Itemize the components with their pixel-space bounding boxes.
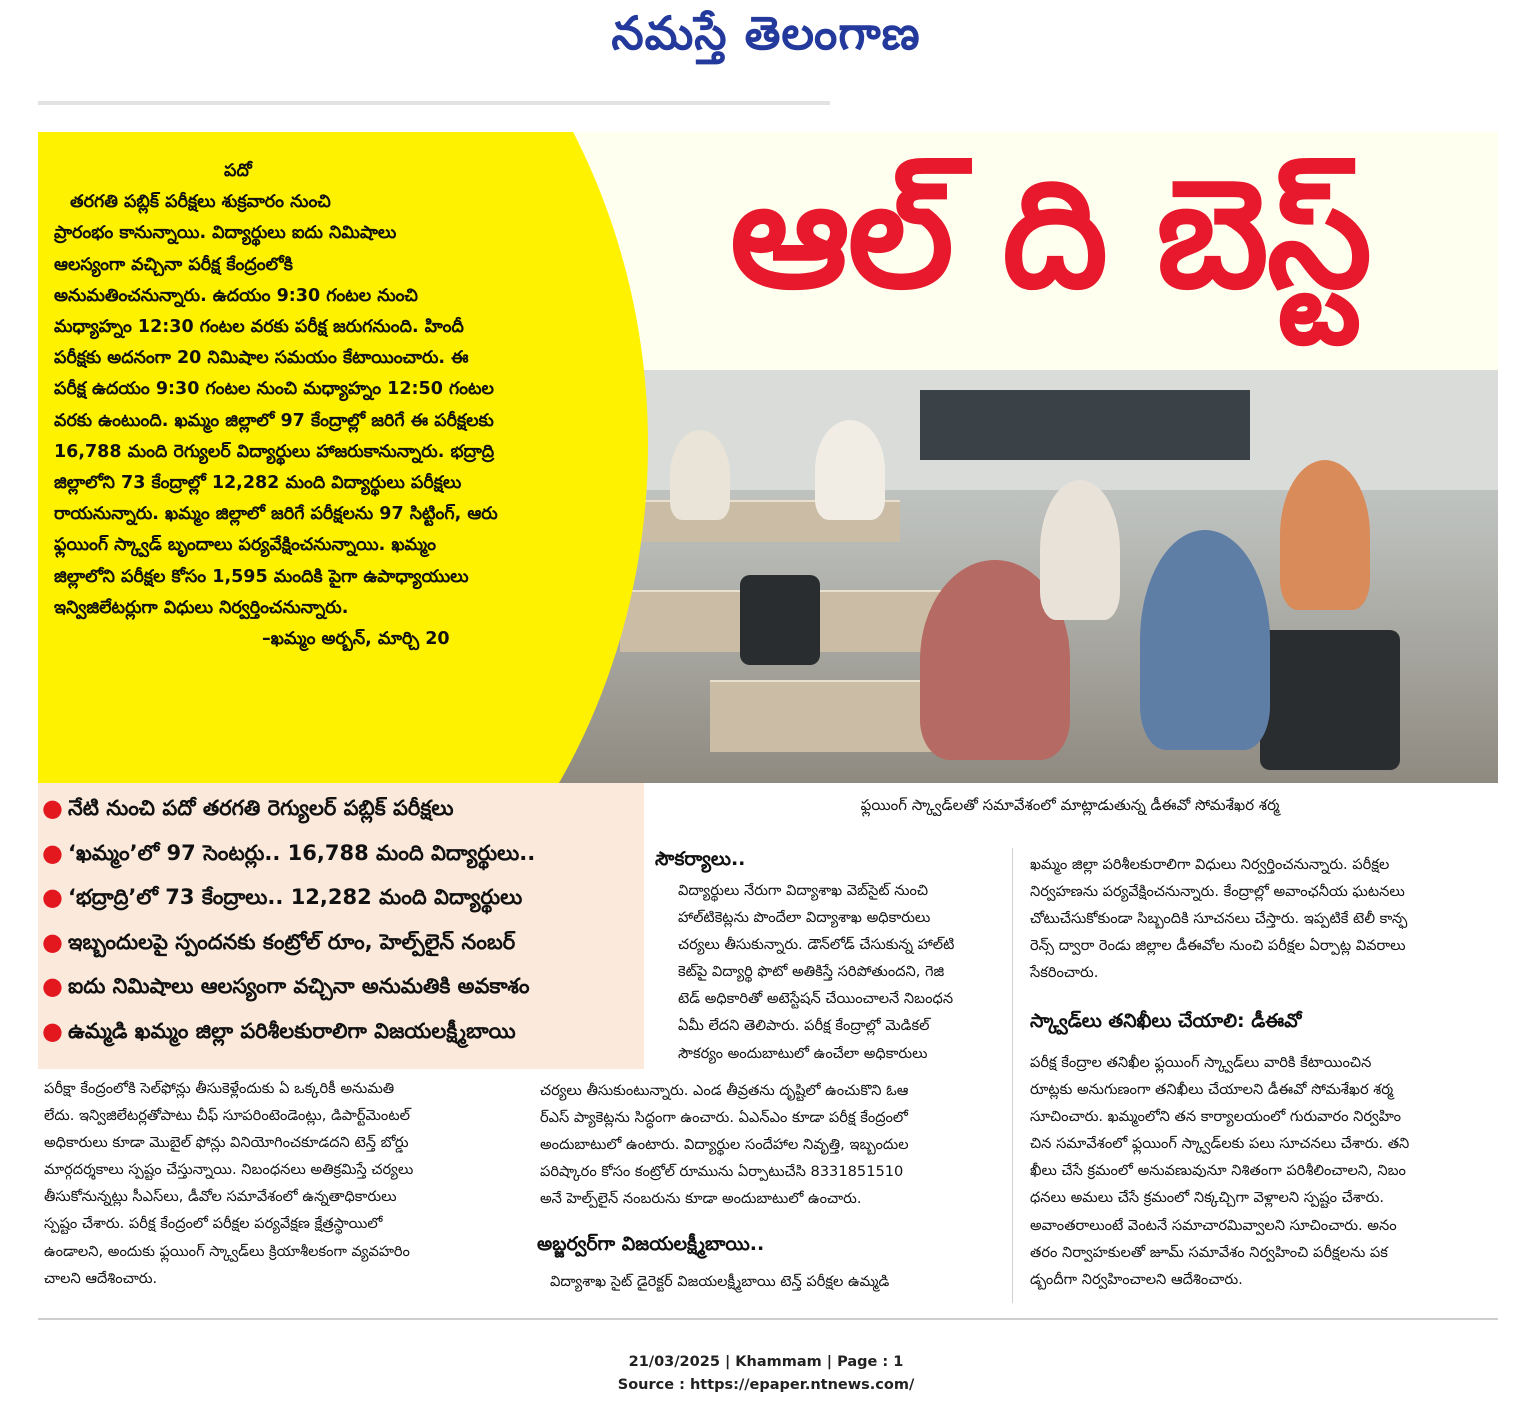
intro-line: ఫ్లయింగ్ స్క్వాడ్ బృందాలు పర్యవేక్షించనున్నాయి. ఖమ్మం bbox=[54, 535, 437, 556]
body-line: విద్యాశాఖ సైట్ డైరెక్టర్ విజయలక్ష్మీబాయి టెన్త్ పరీక్షల ఉమ్మడి bbox=[550, 1273, 890, 1290]
body-line: ఖీలు చేసే క్రమంలో అనువణువునూ నిశితంగా పరిశీలించాలని, నిబం bbox=[1030, 1162, 1406, 1180]
photo-chair bbox=[1260, 630, 1400, 770]
footer-source: Source : https://epaper.ntnews.com/ bbox=[617, 1377, 915, 1393]
highlights-list bbox=[38, 786, 644, 1054]
highlight-text: నేటి నుంచి పదో తరగతి రెగ్యులర్ పబ్లిక్ పరీక్షలు bbox=[68, 796, 454, 820]
article-column-2c bbox=[550, 1268, 1000, 1295]
photo-caption: ఫ్లయింగ్ స్క్వాడ్‌లతో సమావేశంలో మాట్లాడుతున్న డీఈవో సోమశేఖర శర్మ bbox=[860, 796, 1280, 814]
body-line: రెన్స్ ద్వారా రెండు జిల్లాల డీఈవోల నుంచి పరీక్షల ఏర్పాట్ల వివరాలు bbox=[1030, 937, 1406, 955]
highlight-item bbox=[38, 786, 644, 831]
article-column-2b bbox=[540, 1077, 1010, 1212]
body-line: నిర్వహణను పర్యవేక్షించనున్నారు. కేంద్రాల్లో అవాంఛనీయ ఘటనలు bbox=[1030, 883, 1405, 901]
page-footer bbox=[0, 1351, 1532, 1397]
highlight-text: ‘ఖమ్మం’లో 97 సెంటర్లు.. 16,788 మంది విద్యార్థులు.. bbox=[68, 840, 536, 865]
highlight-item bbox=[38, 964, 644, 1009]
body-line: చర్యలు తీసుకుంటున్నారు. ఎండ తీవ్రతను దృష్టిలో ఉంచుకొని ఓఆ bbox=[540, 1082, 909, 1099]
photo-chair bbox=[740, 575, 820, 665]
body-line: పరీక్షా కేంద్రంలోకి సెల్‌ఫోన్లు తీసుకెళ్లేందుకు ఏ ఒక్కరికీ అనుమతి bbox=[44, 1080, 395, 1097]
body-line: తీసుకోనున్నట్లు సీఎస్‌లు, డీవోల సమావేశంలో ఉన్నతాధికారులు bbox=[44, 1188, 397, 1206]
body-line: అందుబాటులో ఉంటారు. విద్యార్థుల సందేహాల నివృత్తి, ఇబ్బందుల bbox=[540, 1136, 909, 1154]
intro-line: తరగతి పబ్లిక్ పరీక్షలు శుక్రవారం నుంచి bbox=[70, 192, 331, 213]
body-line: పరీక్ష కేంద్రాల తనిఖీల ఫ్లయింగ్ స్క్వాడ్‌లు వారికి కేటాయించిన bbox=[1030, 1054, 1372, 1071]
body-line: రూట్లకు అనుగుణంగా తనిఖీలు చేయాలని డీఈవో సోమశేఖర శర్మ bbox=[1030, 1081, 1394, 1099]
intro-dateline: –ఖమ్మం అర్బన్, మార్చి 20 bbox=[262, 629, 450, 650]
headline: ఆల్ ది బెస్ట్ bbox=[729, 148, 1371, 322]
body-line: సౌకర్యం అందుబాటులో ఉంచేలా అధికారులు bbox=[678, 1044, 928, 1062]
intro-line: జిల్లాలోని 73 కేంద్రాల్లో 12,282 మంది విద్యార్థులు పరీక్షలు bbox=[54, 473, 462, 494]
body-line: అనే హెల్ప్‌లైన్ నంబరును కూడా అందుబాటులో ఉంచారు. bbox=[540, 1190, 862, 1208]
intro-text bbox=[54, 156, 594, 655]
body-line: సేకరించారు. bbox=[1030, 964, 1099, 982]
bullet-dot-icon: ● bbox=[42, 927, 63, 956]
article-column-3a bbox=[1030, 851, 1500, 986]
subheading-squads: స్క్వాడ్‌లు తనిఖీలు చేయాలి: డీఈవో bbox=[1030, 1010, 1302, 1032]
footer-edition-info: 21/03/2025 | Khammam | Page : 1 bbox=[628, 1354, 904, 1370]
masthead-title: నమస్తే తెలంగాణ bbox=[611, 6, 921, 60]
column-divider bbox=[1012, 848, 1013, 1303]
photo-person bbox=[1140, 530, 1270, 750]
body-line: చిన సమావేశంలో ఫ్లయింగ్ స్క్వాడ్‌లకు పలు సూచనలు చేశారు. తని bbox=[1030, 1135, 1410, 1153]
body-line: ర్‌ఎస్ ప్యాకెట్లను సిద్ధంగా ఉంచారు. ఏఎన్‌ఎం కూడా పరీక్ష కేంద్రంలో bbox=[540, 1109, 908, 1127]
intro-line: వరకు ఉంటుంది. ఖమ్మం జిల్లాలో 97 కేంద్రాల్లో జరిగే ఈ పరీక్షలకు bbox=[54, 410, 494, 431]
highlight-item bbox=[38, 875, 644, 920]
highlight-text: ఉమ్మడి ఖమ్మం జిల్లా పరిశీలకురాలిగా విజయలక్ష్మీబాయి bbox=[68, 1018, 516, 1043]
article-column-3b bbox=[1030, 1049, 1500, 1293]
meeting-photo bbox=[540, 370, 1498, 783]
photo-person bbox=[1280, 460, 1370, 610]
photo-person bbox=[1040, 480, 1120, 620]
bottom-divider bbox=[38, 1318, 1498, 1320]
intro-line: ప్రారంభం కానున్నాయి. విద్యార్థులు ఐదు నిమిషాలు bbox=[54, 223, 397, 244]
body-line: ఖమ్మం జిల్లా పరిశీలకురాలిగా విధులు నిర్వర్తించనున్నారు. పరీక్షల bbox=[1030, 856, 1390, 873]
body-line: డ్బందీగా నిర్వహించాలని ఆదేశించారు. bbox=[1030, 1270, 1243, 1288]
body-line: పరిష్కారం కోసం కంట్రోల్ రూమును ఏర్పాటుచేసి 8331851510 bbox=[540, 1163, 904, 1181]
body-line: విద్యార్థులు నేరుగా విద్యాశాఖ వెబ్‌సైట్ నుంచి bbox=[678, 882, 929, 899]
subheading-observer: అబ్జర్వర్‌గా విజయలక్ష్మీబాయి.. bbox=[537, 1233, 765, 1255]
highlight-item bbox=[38, 920, 644, 965]
highlight-item bbox=[38, 831, 644, 876]
intro-line: జిల్లాలోని పరీక్షల కోసం 1,595 మందికి పైగా ఉపాధ్యాయులు bbox=[54, 566, 469, 587]
bullet-dot-icon: ● bbox=[42, 794, 63, 822]
body-line: చోటుచేసుకోకుండా సిబ్బందికి సూచనలు చేస్తారు. ఇప్పటికే టెలీ కాన్ఫ bbox=[1030, 910, 1408, 928]
body-line: చాలని ఆదేశించారు. bbox=[44, 1269, 158, 1287]
body-line: లేదు. ఇన్విజిలేటర్లతోపాటు చీఫ్ సూపరింటెండెంట్లు, డిపార్ట్‌మెంటల్ bbox=[44, 1107, 410, 1125]
body-line: చర్యలు తీసుకున్నారు. డౌన్‌లోడ్ చేసుకున్న హాల్‌టి bbox=[678, 936, 955, 954]
bullet-dot-icon: ● bbox=[42, 972, 63, 1001]
body-line: అధికారులు కూడా మొబైల్ ఫోన్లు వినియోగించకూడదని టెన్త్ బోర్డు bbox=[44, 1134, 409, 1152]
body-line: సూచించారు. ఖమ్మంలోని తన కార్యాలయంలో గురువారం నిర్వహిం bbox=[1030, 1108, 1402, 1126]
intro-line: పదో bbox=[224, 161, 252, 181]
bullet-dot-icon: ● bbox=[42, 1016, 63, 1045]
highlight-text: ఇబ్బందులపై స్పందనకు కంట్రోల్ రూం, హెల్ప్‌లైన్ నంబర్ bbox=[68, 929, 516, 954]
highlight-item bbox=[38, 1009, 644, 1054]
body-line: ధనలు అమలు చేసే క్రమంలో నిక్కచ్చిగా వెళ్లాలని స్పష్టం చేశారు. bbox=[1030, 1189, 1385, 1207]
body-line: స్పష్టం చేశారు. పరీక్ష కేంద్రంలో పరీక్షల పర్యవేక్షణ క్షేత్రస్థాయిలో bbox=[44, 1215, 383, 1233]
intro-line: 16,788 మంది రెగ్యులర్ విద్యార్థులు హాజరుకానున్నారు. భద్రాద్రి bbox=[54, 441, 495, 462]
photo-person bbox=[670, 430, 730, 520]
body-line: హాల్‌టికెట్లను పొందేలా విద్యాశాఖ అధికారులు bbox=[678, 909, 931, 927]
bullet-dot-icon: ● bbox=[42, 883, 63, 912]
body-line: కెట్‌పై విద్యార్థి ఫొటో అతికిస్తే సరిపోతుందని, గెజి bbox=[678, 963, 945, 981]
masthead-divider bbox=[38, 101, 830, 105]
body-line: టెడ్ అధికారితో అటెస్టేషన్ చేయించాలనే నిబంధన bbox=[678, 990, 954, 1008]
body-line: అవాంతరాలుంటే వెంటనే సమాచారమివ్వాలని సూచించారు. అనం bbox=[1030, 1216, 1397, 1234]
body-line: ఉండాలని, అందుకు ఫ్లయింగ్ స్క్వాడ్‌లు క్రియాశీలకంగా వ్యవహరిం bbox=[44, 1242, 410, 1260]
intro-line: రాయనున్నారు. ఖమ్మం జిల్లాలో జరిగే పరీక్షలను 97 సిట్టింగ్, ఆరు bbox=[54, 504, 498, 525]
article-column-2a bbox=[678, 877, 998, 1067]
intro-line: అనుమతించనున్నారు. ఉదయం 9:30 గంటల నుంచి bbox=[54, 285, 418, 306]
article-column-1 bbox=[44, 1075, 504, 1292]
highlight-text: ఐదు నిమిషాలు ఆలస్యంగా వచ్చినా అనుమతికి అవకాశం bbox=[68, 974, 530, 999]
intro-line: ఆలస్యంగా వచ్చినా పరీక్ష కేంద్రంలోకి bbox=[54, 254, 293, 275]
body-line: ఏమీ లేదని తెలిపారు. పరీక్ష కేంద్రాల్లో మెడికల్ bbox=[678, 1017, 930, 1035]
photo-window-panel bbox=[920, 390, 1250, 460]
bullet-dot-icon: ● bbox=[42, 838, 63, 867]
intro-line: పరీక్షకు అదనంగా 20 నిమిషాల సమయం కేటాయించారు. ఈ bbox=[54, 348, 469, 369]
intro-line: పరీక్ష ఉదయం 9:30 గంటల నుంచి మధ్యాహ్నం 12:50 గంటల bbox=[54, 379, 494, 400]
intro-line: ఇన్విజిలేటర్లుగా విధులు నిర్వర్తించనున్నారు. bbox=[54, 597, 349, 618]
body-line: మార్గదర్శకాలు స్పష్టం చేస్తున్నాయి. నిబంధనలు అతిక్రమిస్తే చర్యలు bbox=[44, 1161, 414, 1179]
intro-line: మధ్యాహ్నం 12:30 గంటల వరకు పరీక్ష జరుగనుంది. హిందీ bbox=[54, 317, 464, 338]
highlight-text: ‘భద్రాద్రి’లో 73 కేంద్రాలు.. 12,282 మంది విద్యార్థులు bbox=[68, 885, 523, 910]
subheading-facilities: సౌకర్యాలు.. bbox=[655, 848, 746, 870]
body-line: తరం నిర్వాహకులతో జూమ్ సమావేశం నిర్వహించి పరీక్షలను పక bbox=[1030, 1243, 1388, 1261]
photo-person bbox=[815, 420, 885, 520]
